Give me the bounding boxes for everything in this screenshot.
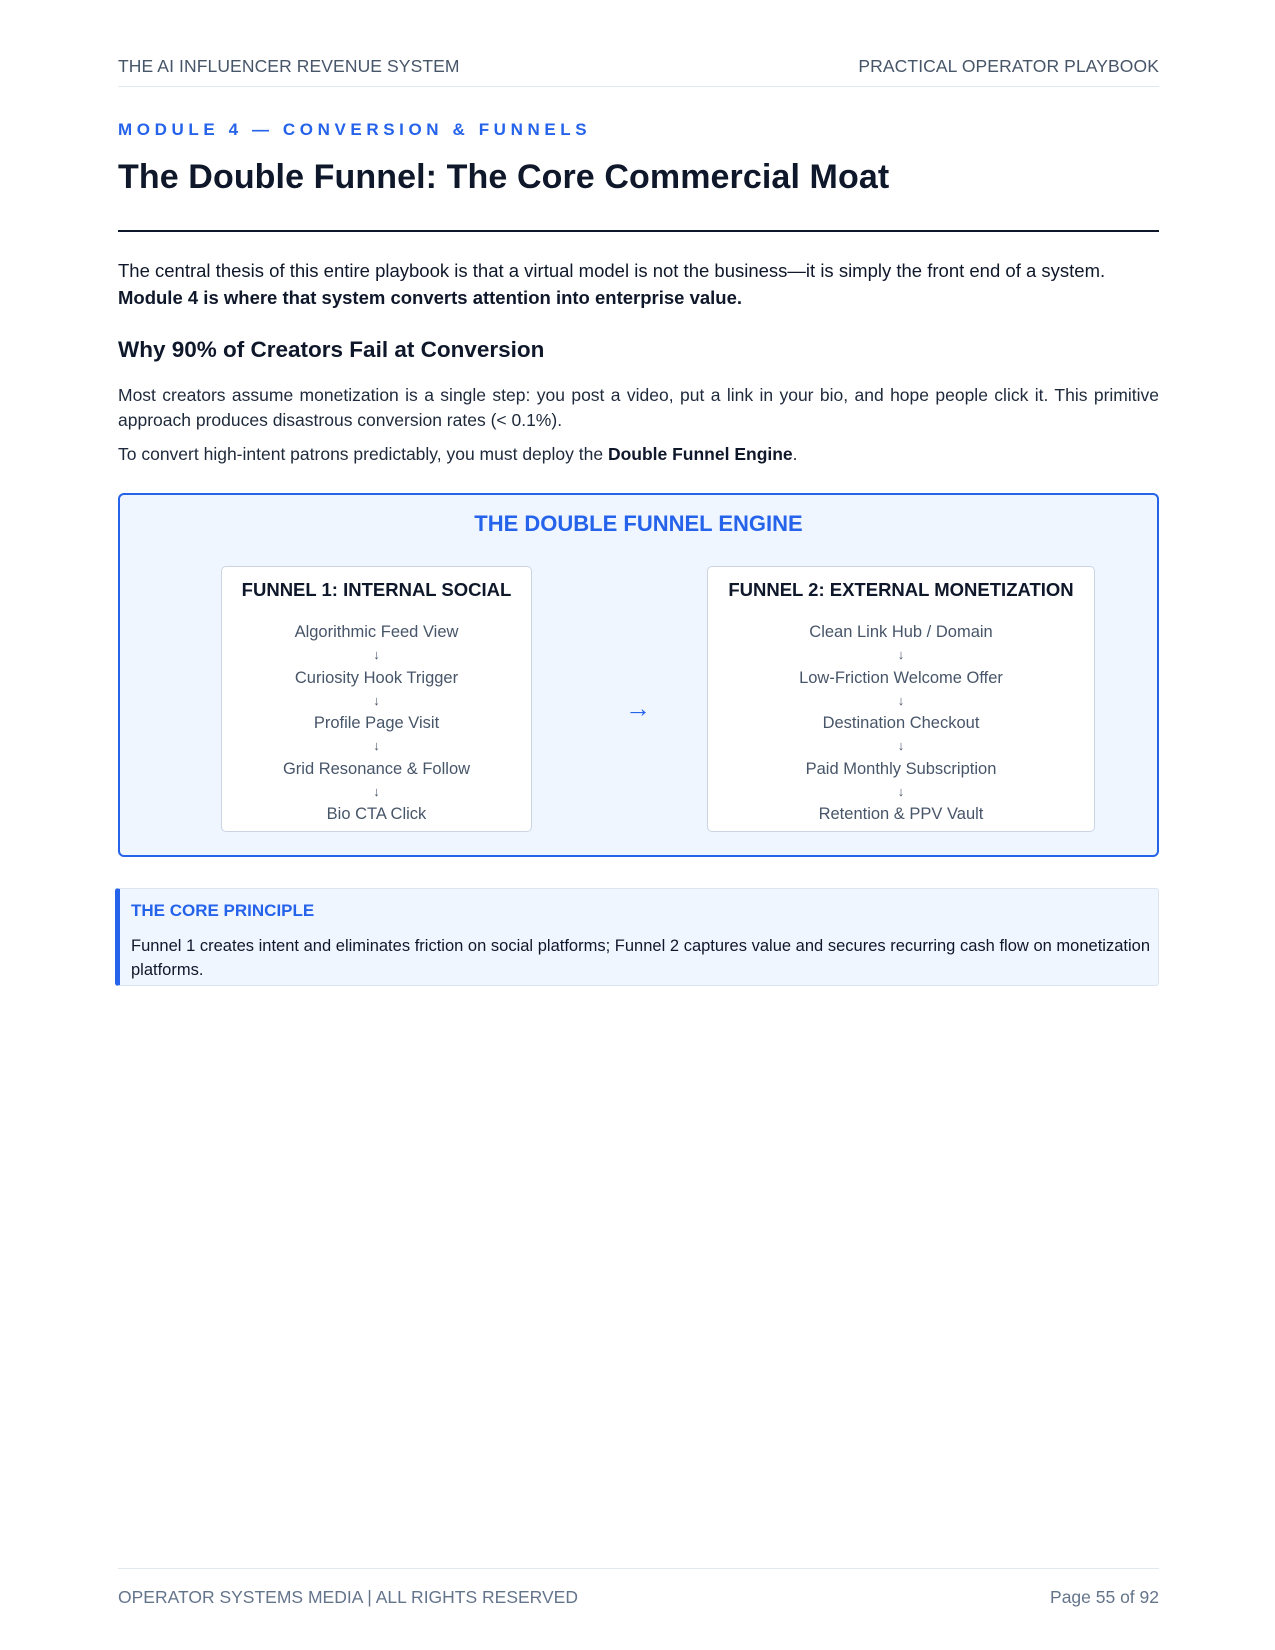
core-principle-callout	[115, 888, 1159, 986]
funnel-step: Low-Friction Welcome Offer	[799, 668, 1003, 687]
funnel-step: Retention & PPV Vault	[818, 805, 984, 823]
funnel-step: Profile Page Visit	[313, 714, 440, 732]
funnel-1-steps	[222, 621, 531, 826]
callout-text: Funnel 1 creates intent and eliminates friction on social platforms; Funnel 2 captures value and secures recurring cash flow on monetization platforms.	[131, 937, 1150, 979]
section-heading: Why 90% of Creators Fail at Conversion	[118, 337, 545, 362]
page-title: The Double Funnel: The Core Commercial Moat	[118, 158, 890, 196]
funnel-step: Clean Link Hub / Domain	[809, 623, 993, 641]
funnel-step: Destination Checkout	[822, 714, 980, 732]
funnel-step: Curiosity Hook Trigger	[294, 668, 459, 687]
funnel-step: Grid Resonance & Follow	[282, 759, 471, 778]
diagram-title: THE DOUBLE FUNNEL ENGINE	[474, 511, 803, 536]
down-arrow-icon: ↓	[897, 692, 905, 708]
header-divider	[118, 86, 1159, 87]
funnel-1-heading: FUNNEL 1: INTERNAL SOCIAL	[241, 579, 512, 600]
callout-title: THE CORE PRINCIPLE	[131, 901, 315, 920]
document-page	[118, 0, 1159, 1650]
funnel-1-card	[221, 566, 532, 832]
running-footer	[118, 1587, 1159, 1608]
down-arrow-icon: ↓	[373, 738, 380, 753]
para2-bold: Double Funnel Engine	[607, 444, 793, 464]
right-arrow-icon: →	[625, 693, 651, 723]
down-arrow-icon: ↓	[897, 783, 905, 799]
title-divider	[118, 230, 1159, 232]
page-number: Page 55 of 92	[1050, 1587, 1159, 1607]
footer-copyright: OPERATOR SYSTEMS MEDIA | ALL RIGHTS RESERVED	[118, 1587, 578, 1607]
para2-suffix: .	[792, 444, 798, 464]
funnel-2-heading: FUNNEL 2: EXTERNAL MONETIZATION	[728, 579, 1074, 600]
module-eyebrow: MODULE 4 — CONVERSION & FUNNELS	[118, 120, 592, 139]
down-arrow-icon: ↓	[373, 783, 380, 799]
funnel-2-steps	[708, 621, 1094, 826]
lead-bold-text: Module 4 is where that system converts attention into enterprise value.	[118, 287, 743, 308]
down-arrow-icon: ↓	[373, 647, 380, 662]
lead-text: The central thesis of this entire playbook is that a virtual model is not the business—it is simply the front end of a system.	[118, 260, 1106, 281]
funnel-step: Algorithmic Feed View	[294, 623, 459, 641]
funnel-step: Bio CTA Click	[326, 805, 427, 823]
down-arrow-icon: ↓	[897, 738, 905, 753]
funnel-2-card	[707, 566, 1095, 832]
para2-prefix: To convert high-intent patrons predictably, you must deploy the	[118, 444, 608, 464]
body-paragraph-2	[118, 442, 1159, 467]
down-arrow-icon: ↓	[897, 647, 905, 662]
body-paragraph-1: Most creators assume monetization is a single step: you post a video, put a link in your bio, and hope people click it. This primitive approach produces disastrous conversion rates (< 0.1%).	[118, 385, 1159, 430]
header-title-left: THE AI INFLUENCER REVENUE SYSTEM	[118, 56, 460, 76]
double-funnel-diagram	[118, 493, 1159, 857]
lead-paragraph	[118, 257, 1178, 311]
footer-divider	[118, 1568, 1159, 1569]
down-arrow-icon: ↓	[373, 692, 380, 708]
running-header	[118, 56, 1159, 77]
header-title-right: PRACTICAL OPERATOR PLAYBOOK	[858, 56, 1159, 76]
funnel-step: Paid Monthly Subscription	[805, 759, 997, 778]
